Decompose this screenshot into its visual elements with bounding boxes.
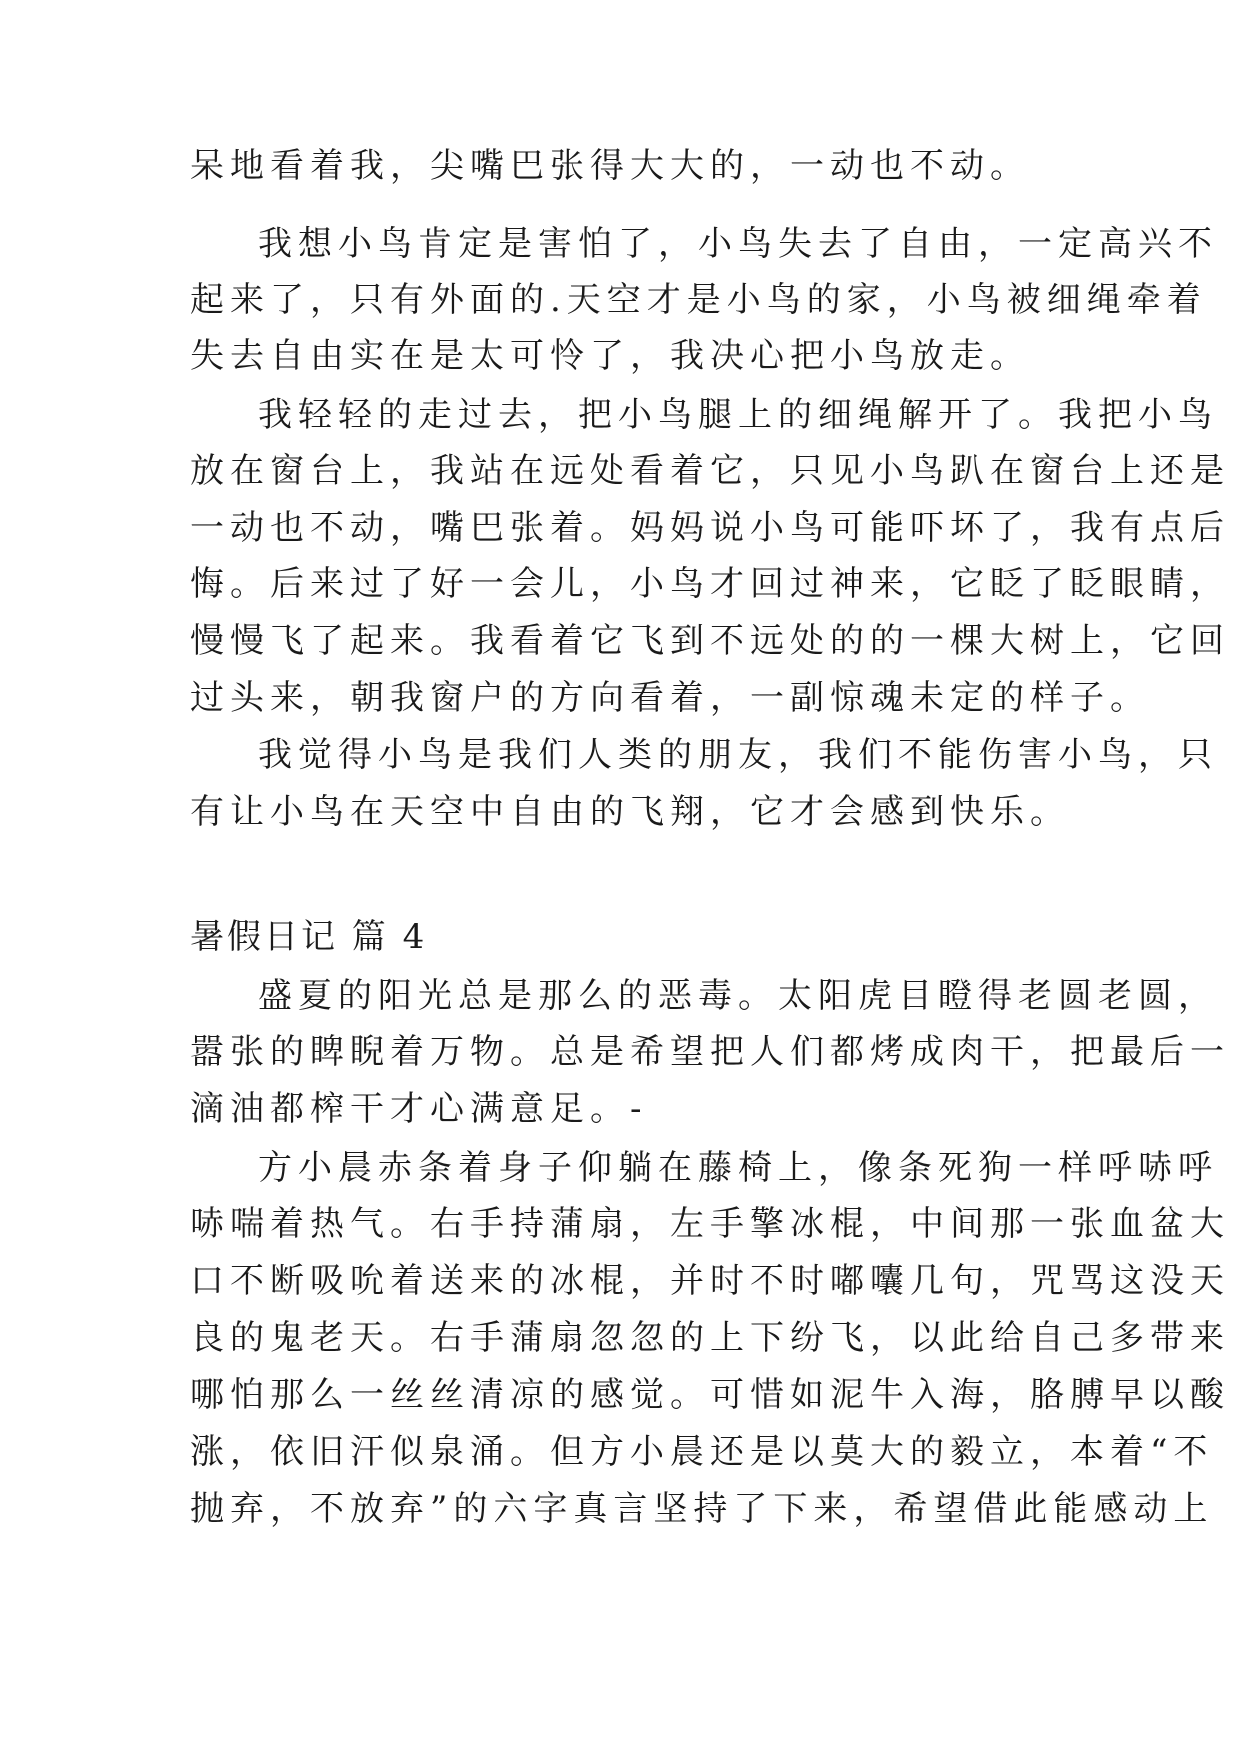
- paragraph-line: 慢慢飞了起来。我看着它飞到不远处的的一棵大树上，它回: [190, 621, 1230, 661]
- paragraph-line: 我轻轻的走过去，把小鸟腿上的细绳解开了。我把小鸟: [258, 395, 1218, 435]
- paragraph-line: 滴油都榨干才心满意足。-: [190, 1089, 648, 1129]
- paragraph-line: 失去自由实在是太可怜了，我决心把小鸟放走。: [190, 336, 1030, 376]
- paragraph-line: 我觉得小鸟是我们人类的朋友，我们不能伤害小鸟，只: [258, 735, 1218, 775]
- paragraph-line: 口不断吸吮着送来的冰棍，并时不时嘟囔几句，咒骂这没天: [190, 1261, 1230, 1301]
- paragraph-line: 良的鬼老天。右手蒲扇忽忽的上下纷飞，以此给自己多带来: [190, 1318, 1230, 1358]
- paragraph-line: 哪怕那么一丝丝清凉的感觉。可惜如泥牛入海，胳膊早以酸: [190, 1375, 1230, 1415]
- paragraph-line: 有让小鸟在天空中自由的飞翔，它才会感到快乐。: [190, 792, 1070, 832]
- paragraph-line: 涨，依旧汗似泉涌。但方小晨还是以莫大的毅立，本着“不: [190, 1432, 1214, 1472]
- paragraph-line: 哧喘着热气。右手持蒲扇，左手擎冰棍，中间那一张血盆大: [190, 1204, 1230, 1244]
- paragraph-line: 过头来，朝我窗户的方向看着，一副惊魂未定的样子。: [190, 678, 1150, 718]
- paragraph-line: 放在窗台上，我站在远处看着它，只见小鸟趴在窗台上还是: [190, 451, 1230, 491]
- paragraph-line: 方小晨赤条着身子仰躺在藤椅上，像条死狗一样呼哧呼: [258, 1148, 1218, 1188]
- paragraph-line: 一动也不动，嘴巴张着。妈妈说小鸟可能吓坏了，我有点后: [190, 508, 1230, 548]
- paragraph-line: 嚣张的睥睨着万物。总是希望把人们都烤成肉干，把最后一: [190, 1032, 1230, 1072]
- section-title: 暑假日记 篇 4: [190, 917, 428, 957]
- paragraph-line: 我想小鸟肯定是害怕了，小鸟失去了自由，一定高兴不: [258, 224, 1218, 264]
- paragraph-line: 盛夏的阳光总是那么的恶毒。太阳虎目瞪得老圆老圆，: [258, 976, 1218, 1016]
- paragraph-line: 呆地看着我，尖嘴巴张得大大的，一动也不动。: [190, 146, 1030, 186]
- paragraph-line: 悔。后来过了好一会儿，小鸟才回过神来，它眨了眨眼睛，: [190, 564, 1230, 604]
- paragraph-line: 起来了，只有外面的.天空才是小鸟的家，小鸟被细绳牵着: [190, 280, 1207, 320]
- paragraph-line: 抛弃，不放弃”的六字真言坚持了下来，希望借此能感动上: [190, 1489, 1214, 1529]
